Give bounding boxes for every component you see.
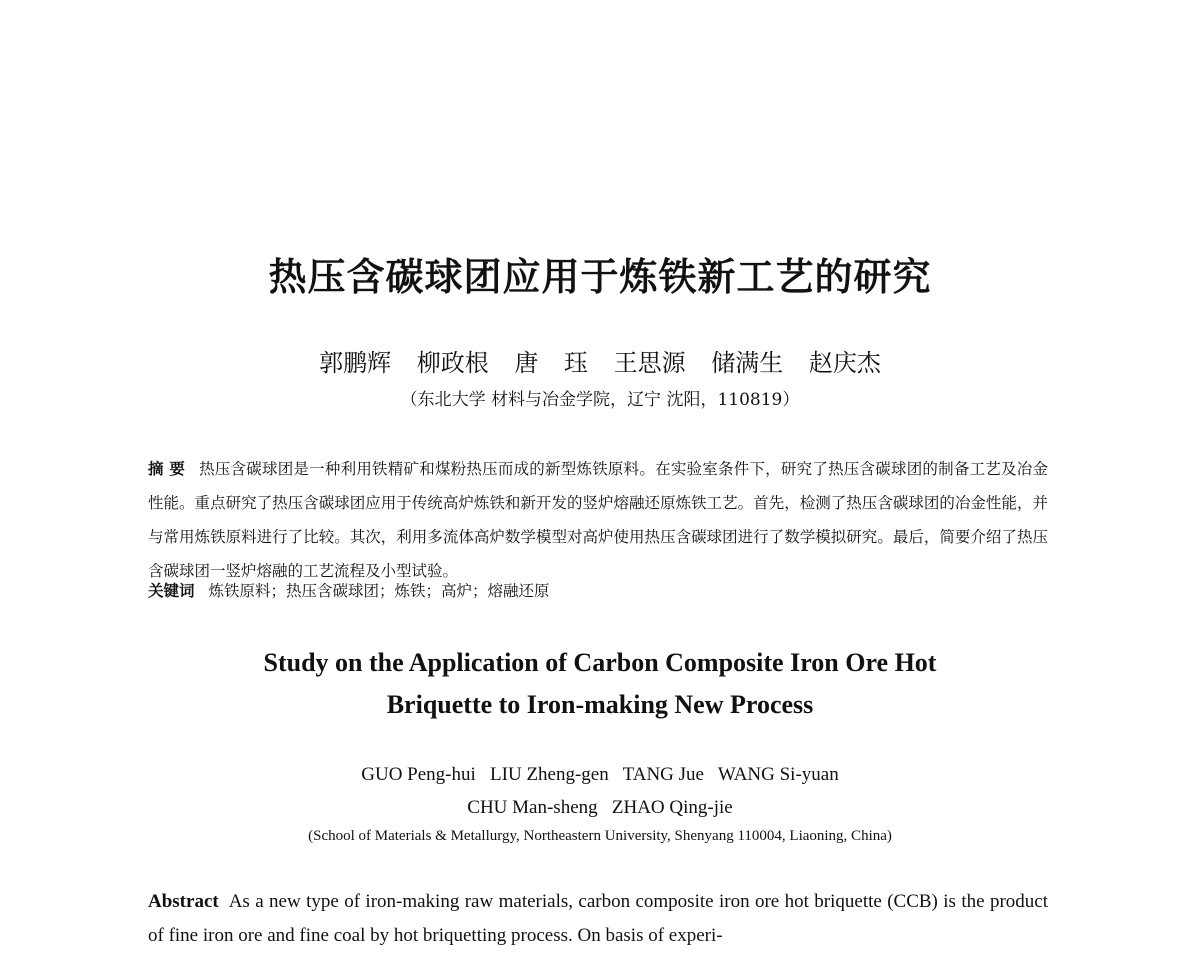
chinese-keywords-label: 关键词 bbox=[148, 581, 195, 600]
chinese-keywords-text: 炼铁原料；热压含碳球团；炼铁；高炉；熔融还原 bbox=[208, 582, 550, 600]
chinese-affiliation: （东北大学 材料与冶金学院，辽宁 沈阳，110819） bbox=[400, 390, 800, 410]
chinese-keywords bbox=[148, 576, 1048, 606]
english-title bbox=[0, 642, 1200, 726]
chinese-title: 热压含碳球团应用于炼铁新工艺的研究 bbox=[268, 255, 932, 299]
english-abstract-text: As a new type of iron-making raw materials, carbon composite iron ore hot briquette (CCB) is the product of fine iron ore and fine coal by hot briquetting process. On basis of experi- bbox=[148, 891, 1048, 946]
english-abstract bbox=[148, 885, 1048, 953]
chinese-abstract-text: 热压含碳球团是一种利用铁精矿和煤粉热压而成的新型炼铁原料。在实验室条件下，研究了热压含碳球团的制备工艺及冶金性能。重点研究了热压含碳球团应用于传统高炉炼铁和新开发的竖炉熔融还原炼铁工艺。首先，检测了热压含碳球团的冶金性能，并与常用炼铁原料进行了比较。其次，利用多流体高炉数学模型对高炉使用热压含碳球团进行了数学模拟研究。最后，简要介绍了热压含碳球团一竖炉熔融的工艺流程及小型试验。 bbox=[148, 460, 1048, 580]
english-authors-line-1: GUO Peng-hui LIU Zheng-gen TANG Jue WANG Si-yuan bbox=[361, 764, 839, 785]
english-affiliation: (School of Materials & Metallurgy, Northeastern University, Shenyang 110004, Liaoning, China) bbox=[308, 828, 892, 844]
english-authors bbox=[0, 758, 1200, 824]
english-title-line-2: Briquette to Iron-making New Process bbox=[386, 690, 814, 719]
chinese-authors: 郭鹏辉 柳政根 唐 珏 王思源 储满生 赵庆杰 bbox=[319, 349, 881, 377]
english-title-line-1: Study on the Application of Carbon Composite Iron Ore Hot bbox=[263, 648, 937, 677]
english-abstract-label: Abstract bbox=[148, 891, 219, 912]
chinese-abstract-label: 摘 要 bbox=[148, 459, 186, 478]
chinese-abstract bbox=[148, 452, 1048, 588]
english-authors-line-2: CHU Man-sheng ZHAO Qing-jie bbox=[467, 797, 733, 818]
